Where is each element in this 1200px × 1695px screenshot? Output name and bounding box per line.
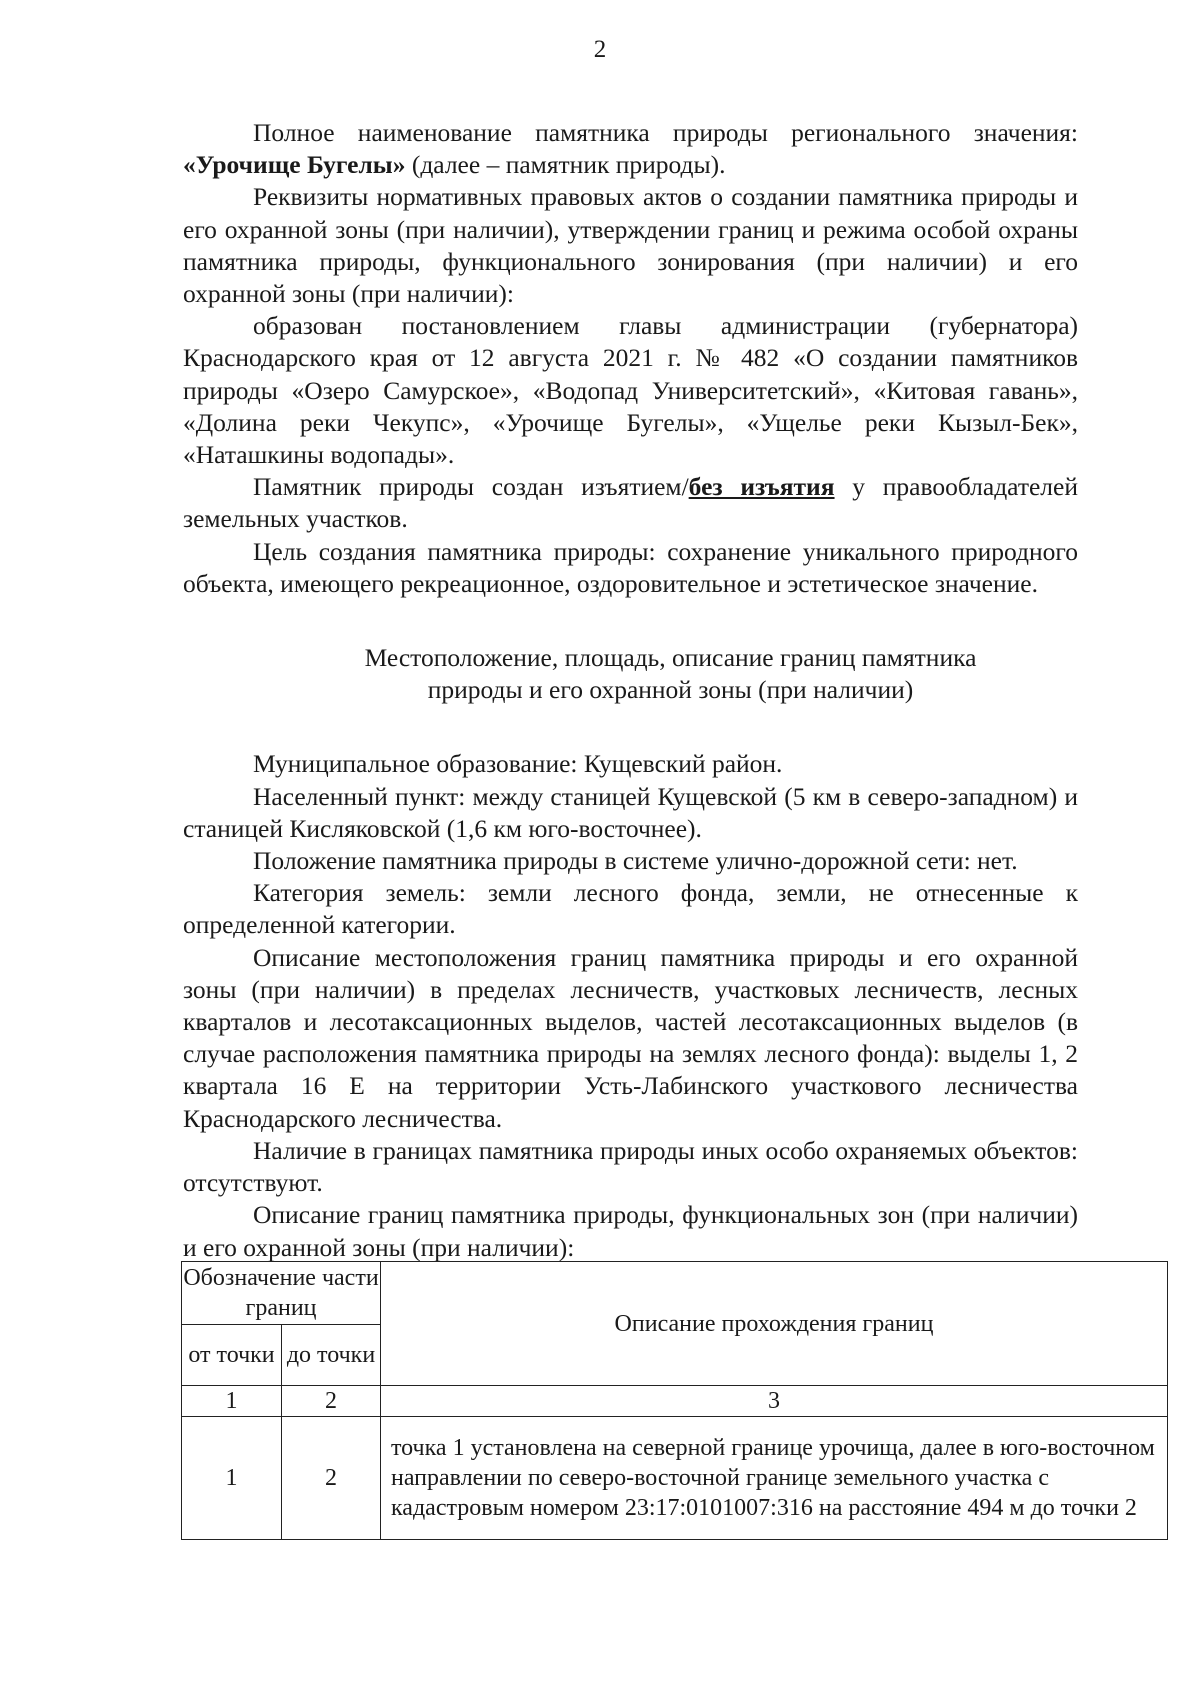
paragraph-seizure bbox=[183, 471, 1078, 535]
row-to: 2 bbox=[282, 1417, 381, 1540]
paragraph-legal-acts: Реквизиты нормативных правовых актов о создании памятника природы и его охранной зоны (при наличии), утверждении границ и режима особой охраны памятника природы, функционального зонирования (при наличии) и его охранной зоны (при наличии): bbox=[183, 182, 1078, 309]
page-number: 2 bbox=[593, 36, 607, 63]
paragraph-land-category: Категория земель: земли лесного фонда, земли, не отнесенные к определенной категории. bbox=[183, 878, 1078, 940]
section-heading bbox=[183, 642, 1078, 706]
seizure-text-a: Памятник природы создан изъятием/ bbox=[253, 472, 689, 502]
col-number-3: 3 bbox=[381, 1386, 1168, 1417]
boundary-table bbox=[181, 1261, 1168, 1540]
seizure-underlined: без изъятия bbox=[688, 472, 835, 502]
table-column-numbers bbox=[182, 1386, 1168, 1417]
header-to: до точки bbox=[282, 1325, 381, 1386]
col-number-1: 1 bbox=[182, 1386, 282, 1417]
table-header-row bbox=[182, 1262, 1168, 1325]
paragraph-municipality: Муниципальное образование: Кущевский район. bbox=[253, 749, 783, 779]
header-description: Описание прохождения границ bbox=[381, 1262, 1168, 1386]
section-heading-line1: Местоположение, площадь, описание границ памятника bbox=[364, 643, 977, 673]
header-designation: Обозначение части границ bbox=[182, 1262, 381, 1325]
section-heading-line2: природы и его охранной зоны (при наличии) bbox=[427, 675, 914, 705]
col-number-2: 2 bbox=[282, 1386, 381, 1417]
full-name-label: Полное наименование памятника природы регионального значения: bbox=[253, 118, 1078, 147]
paragraph-established-by: образован постановлением главы администрации (губернатора) Краснодарского края от 12 августа 2021 г. № 482 «О создании памятников природы «Озеро Самурское», «Водопад Университетский», «Китовая гавань», «Долина реки Чекупс», «Урочище Бугелы», «Ущелье реки Кызыл-Бек», «Наташкины водопады». bbox=[183, 311, 1078, 470]
paragraph-full-name bbox=[183, 117, 1078, 181]
header-from: от точки bbox=[182, 1325, 282, 1386]
paragraph-boundary-description: Описание границ памятника природы, функциональных зон (при наличии) и его охранной зоны (при наличии): bbox=[183, 1200, 1078, 1262]
paragraph-road-network: Положение памятника природы в системе улично-дорожной сети: нет. bbox=[253, 846, 1018, 876]
monument-name: «Урочище Бугелы» bbox=[183, 150, 406, 180]
paragraph-forestry-location: Описание местоположения границ памятника природы и его охранной зоны (при наличии) в пределах лесничеств, участковых лесничеств, лесных кварталов и лесотаксационных выделов, частей лесотаксационных выделов (в случае расположения памятника природы на землях лесного фонда): выделы 1, 2 квартала 16 Е на территории Усть-Лабинского участкового лесничества Краснодарского лесничества. bbox=[183, 942, 1078, 1133]
full-name-suffix: (далее – памятник природы). bbox=[405, 150, 726, 180]
row-from: 1 bbox=[182, 1417, 282, 1540]
paragraph-purpose: Цель создания памятника природы: сохранение уникального природного объекта, имеющего рекреационное, оздоровительное и эстетическое значение. bbox=[183, 536, 1078, 598]
seizure-text-b: у правообладателей земельных участков. bbox=[183, 472, 1078, 534]
paragraph-settlement: Населенный пункт: между станицей Кущевской (5 км в северо-западном) и станицей Кисляковской (1,6 км юго-восточнее). bbox=[183, 781, 1078, 843]
row-description: точка 1 установлена на северной границе урочища, далее в юго-восточном направлении по северо-восточной границе земельного участка с кадастровым номером 23:17:0101007:316 на расстояние 494 м до точки 2 bbox=[381, 1417, 1168, 1540]
table-row bbox=[182, 1417, 1168, 1540]
document-body bbox=[183, 117, 1078, 1264]
paragraph-other-objects: Наличие в границах памятника природы иных особо охраняемых объектов: отсутствуют. bbox=[183, 1135, 1078, 1198]
